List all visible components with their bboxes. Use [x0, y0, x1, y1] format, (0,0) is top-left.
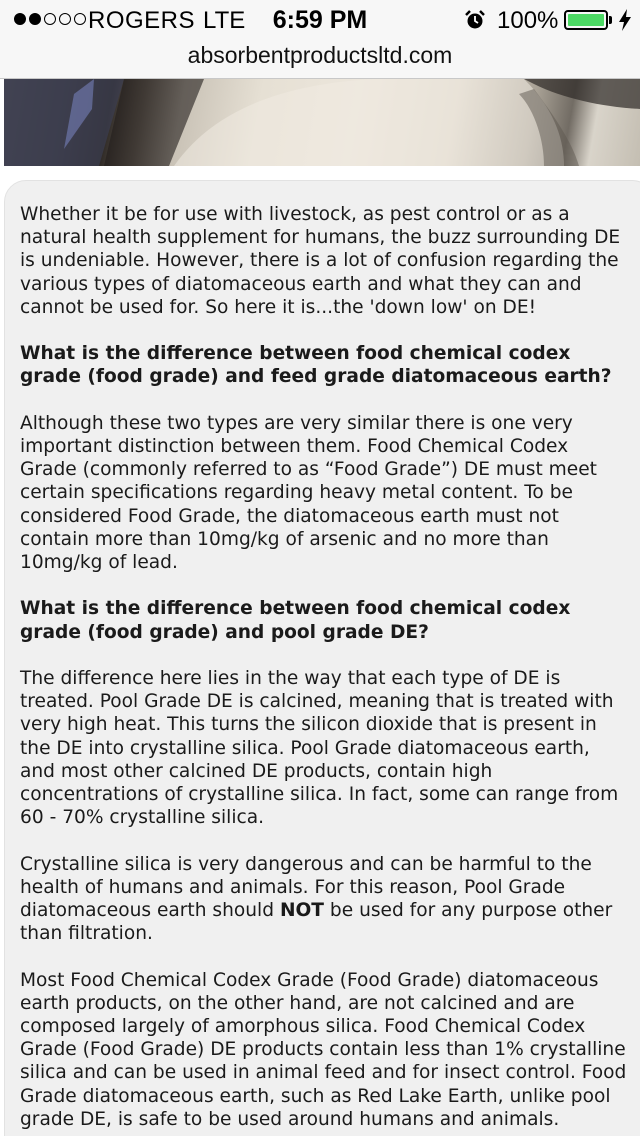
carrier-name: ROGERS	[88, 7, 196, 34]
section-heading-food-vs-feed: What is the difference between food chemical codex grade (food grade) and feed grade diatomaceous earth?	[20, 343, 612, 388]
hero-image	[4, 79, 640, 166]
charging-bolt-icon	[618, 9, 632, 31]
warning-emphasis: NOT	[279, 900, 324, 922]
paragraph-crystalline-silica-warning	[20, 853, 630, 946]
paragraph-food-grade-safety: Most Food Chemical Codex Grade (Food Grade) diatomaceous earth products, on the other hand, are not calcined and are composed largely of amorphous silica. Food Chemical Codex Grade (Food Grade) DE products contain less than 1% crystalline silica and can be used in animal feed and for insect control. Food Grade diatomaceous earth, such as Red Lake Earth, unlike pool grade DE, is safe to be used around humans and animals.	[20, 969, 627, 1130]
status-bar	[0, 0, 640, 40]
battery-level	[568, 14, 604, 26]
paragraph-food-grade-definition: Although these two types are very similar there is one very important distinction between them. Food Chemical Codex Grade (commonly referred to as “Food Grade”) DE must meet certain specifications regarding heavy metal content. To be considered Food Grade, the diatomaceous earth must not contain more than 10mg/kg of arsenic and no more than 10mg/kg of lead.	[20, 412, 597, 574]
hero-image-detail	[4, 79, 640, 166]
url-text[interactable]: absorbentproductsltd.com	[187, 42, 453, 68]
warning-text-end: be used for any purpose other than filtration.	[20, 900, 613, 945]
battery-tip	[609, 16, 612, 24]
section-heading-food-vs-pool: What is the difference between food chemical codex grade (food grade) and pool grade DE?	[20, 598, 571, 643]
paragraph-pool-grade-explanation: The difference here lies in the way that each type of DE is treated. Pool Grade DE is calcined, meaning that is treated with very high heat. This turns the silicon dioxide that is present in the DE into crystalline silica. Pool Grade diatomaceous earth, and most other calcined DE products, contain high concentrations of crystalline silica. In fact, some can range from 60 - 70% crystalline silica.	[20, 668, 619, 829]
address-bar[interactable]	[0, 40, 640, 79]
intro-paragraph: Whether it be for use with livestock, as pest control or as a natural health supplement for humans, the buzz surrounding DE is undeniable. However, there is a lot of confusion regarding the various types of diatomaceous earth and what they can and cannot be used for. So here it is...the 'down low' on DE!	[20, 204, 621, 318]
battery-icon	[564, 10, 608, 30]
article-body	[20, 203, 630, 1136]
network-type: LTE	[203, 7, 246, 34]
warning-text-start: Crystalline silica is very dangerous and can be harmful to the health of humans and animals. For this reason, Pool Grade diatomaceous earth should	[20, 853, 592, 922]
battery-percentage: 100%	[497, 7, 559, 34]
status-time: 6:59 PM	[272, 6, 368, 34]
alarm-clock-icon	[465, 10, 485, 30]
